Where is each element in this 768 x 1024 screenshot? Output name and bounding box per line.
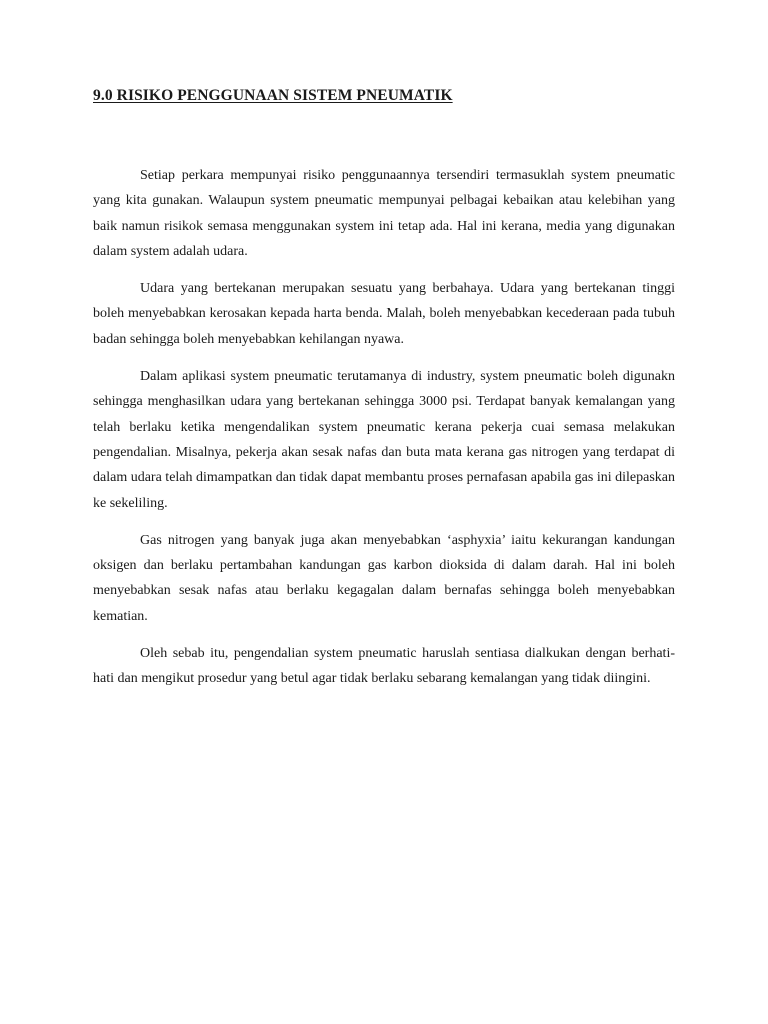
paragraph-2: Udara yang bertekanan merupakan sesuatu yang berbahaya. Udara yang bertekanan tinggi boleh menyebabkan kerosakan kepada harta benda. Malah, boleh menyebabkan kecederaan pada tubuh badan sehingga boleh menyebabkan kehilangan nyawa. [93,281,675,347]
document-body [93,163,675,704]
paragraph-5: Oleh sebab itu, pengendalian system pneumatic haruslah sentiasa dialkukan dengan berhati-hati dan mengikut prosedur yang betul agar tidak berlaku sebarang kemalangan yang tidak diingini. [93,646,675,687]
section-heading: 9.0 RISIKO PENGGUNAAN SISTEM PNEUMATIK [93,87,453,104]
paragraph-3: Dalam aplikasi system pneumatic terutamanya di industry, system pneumatic boleh digunakn sehingga menghasilkan udara yang bertekanan sehingga 3000 psi. Terdapat banyak kemalangan yang telah berlaku ketika mengendalikan system pneumatic kerana pekerja cuai semasa melakukan pengendalian. Misalnya, pekerja akan sesak nafas dan buta mata kerana gas nitrogen yang terdapat di dalam udara telah dimampatkan dan tidak dapat membantu proses pernafasan apabila gas ini dilepaskan ke sekeliling. [93,369,675,511]
paragraph-1: Setiap perkara mempunyai risiko penggunaannya tersendiri termasuklah system pneumatic yang kita gunakan. Walaupun system pneumatic mempunyai pelbagai kebaikan atau kelebihan yang baik namun risikok semasa menggunakan system ini tetap ada. Hal ini kerana, media yang digunakan dalam system adalah udara. [93,168,675,259]
paragraph-4: Gas nitrogen yang banyak juga akan menyebabkan ‘asphyxia’ iaitu kekurangan kandungan oksigen dan berlaku pertambahan kandungan gas karbon dioksida di dalam darah. Hal ini boleh menyebabkan sesak nafas atau berlaku kegagalan dalam bernafas sehingga boleh menyebabkan kematian. [93,532,675,624]
